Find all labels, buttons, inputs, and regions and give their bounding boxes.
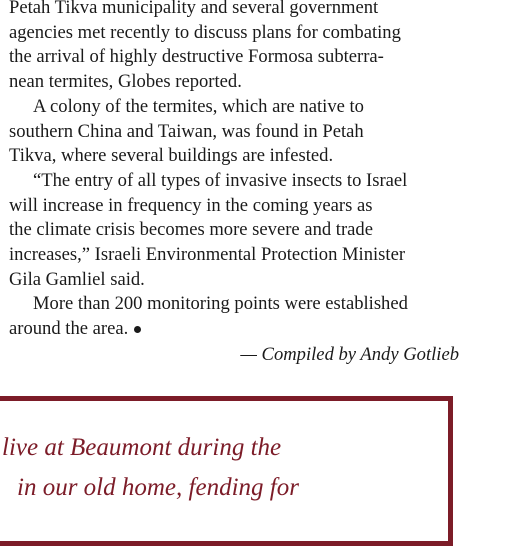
article-body <box>9 0 459 342</box>
byline: — Compiled by Andy Gotlieb <box>240 344 459 365</box>
paragraph-1 <box>9 0 459 95</box>
pull-quote-line: in our old home, fending for <box>17 474 299 501</box>
text-line: Gila Gamliel said. <box>9 268 145 290</box>
paragraph-4 <box>9 292 459 341</box>
text-line: southern China and Taiwan, was found in Petah <box>9 120 364 142</box>
text-line: Petah Tikva municipality and several government <box>9 0 379 18</box>
pull-quote-line: live at Beaumont during the <box>2 434 282 461</box>
text-line: A colony of the termites, which are native to <box>33 95 364 117</box>
end-mark-icon <box>134 326 141 333</box>
text-line: agencies met recently to discuss plans for combating <box>9 21 401 43</box>
text-line: will increase in frequency in the coming years as <box>9 194 373 216</box>
text-line: nean termites, Globes reported. <box>9 71 242 93</box>
text-line-content: around the area. <box>9 318 129 340</box>
text-line: More than 200 monitoring points were established <box>33 293 408 315</box>
paragraph-3 <box>9 169 459 293</box>
text-line: Tikva, where several buildings are infested. <box>9 145 334 167</box>
text-line <box>9 317 459 342</box>
text-line: increases,” Israeli Environmental Protection Minister <box>9 244 406 266</box>
text-line: “The entry of all types of invasive insects to Israel <box>33 169 408 191</box>
pull-quote-text <box>0 428 299 508</box>
text-line: the arrival of highly destructive Formosa subterra- <box>9 46 384 68</box>
text-line: the climate crisis becomes more severe and trade <box>9 219 373 241</box>
paragraph-2 <box>9 95 459 169</box>
